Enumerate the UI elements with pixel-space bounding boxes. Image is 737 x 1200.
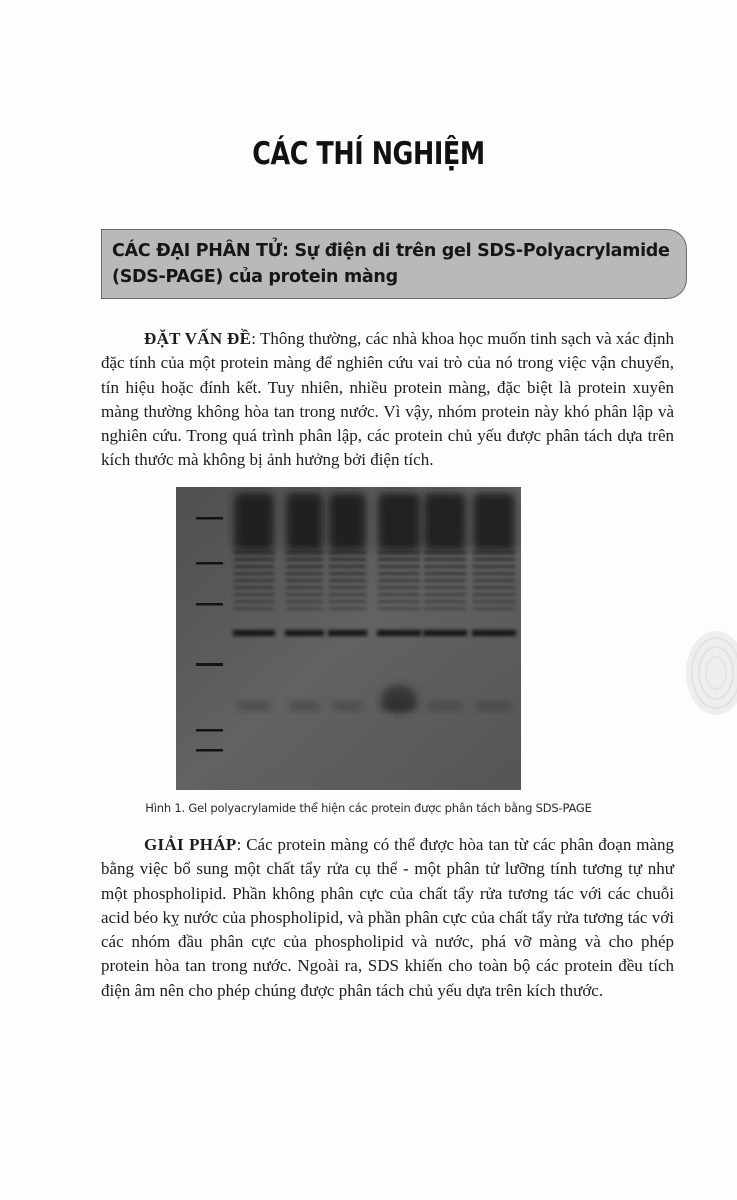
marker-band [196, 603, 223, 606]
section-label: CÁC ĐẠI PHÂN TỬ: [112, 241, 289, 261]
solution-paragraph [101, 833, 674, 1003]
marker-band [196, 517, 223, 520]
marker-band [196, 562, 223, 565]
gel-blob [381, 685, 417, 713]
solution-text: : Các protein màng có thể được hòa tan từ các phân đoạn màng bằng việc bổ sung một chất tẩy rửa cụ thể - một phân tử lưỡng tính tương tự như một phospholipid. Phần không phân cực của chất tẩy rửa tương tác với các chuỗi acid béo kỵ nước của phospholipid, và phần phân cực của chất tẩy rửa tương tác với các nhóm đầu phân cực của phospholipid và nước, phá vỡ màng và cho phép protein hòa tan trong nước. Ngoài ra, SDS khiến cho toàn bộ các protein đều tích điện âm nên cho phép chúng được phân tách chủ yếu dựa trên kích thước. [101, 835, 674, 1000]
gel-figure [176, 487, 521, 790]
figure-caption: Hình 1. Gel polyacrylamide thể hiện các protein được phân tách bằng SDS-PAGE [145, 801, 592, 815]
fingerprint-smudge [678, 625, 737, 720]
marker-band [196, 749, 223, 752]
section-header-text [112, 238, 678, 290]
solution-lead: GIẢI PHÁP [144, 835, 237, 854]
problem-paragraph [101, 327, 674, 473]
problem-text: : Thông thường, các nhà khoa học muốn tinh sạch và xác định đặc tính của một protein màng để nghiên cứu vai trò của nó trong việc vận chuyển, tín hiệu hoặc đính kết. Tuy nhiên, nhiều protein màng, đặc biệt là protein xuyên màng thường không hòa tan trong nước. Vì vậy, nhóm protein này khó phân lập và nghiên cứu. Trong quá trình phân lập, các protein chủ yếu được phân tách dựa trên kích thước mà không bị ảnh hưởng bởi điện tích. [101, 329, 674, 470]
problem-lead: ĐẶT VẤN ĐỀ [144, 329, 252, 348]
page-title: CÁC THÍ NGHIỆM [252, 136, 485, 172]
marker-band [196, 663, 223, 666]
section-title: Sự điện di trên gel SDS-Polyacrylamide (SDS-PAGE) của protein màng [112, 241, 670, 287]
gel-image [176, 487, 521, 790]
section-header-box [101, 229, 687, 299]
marker-band [196, 729, 223, 732]
